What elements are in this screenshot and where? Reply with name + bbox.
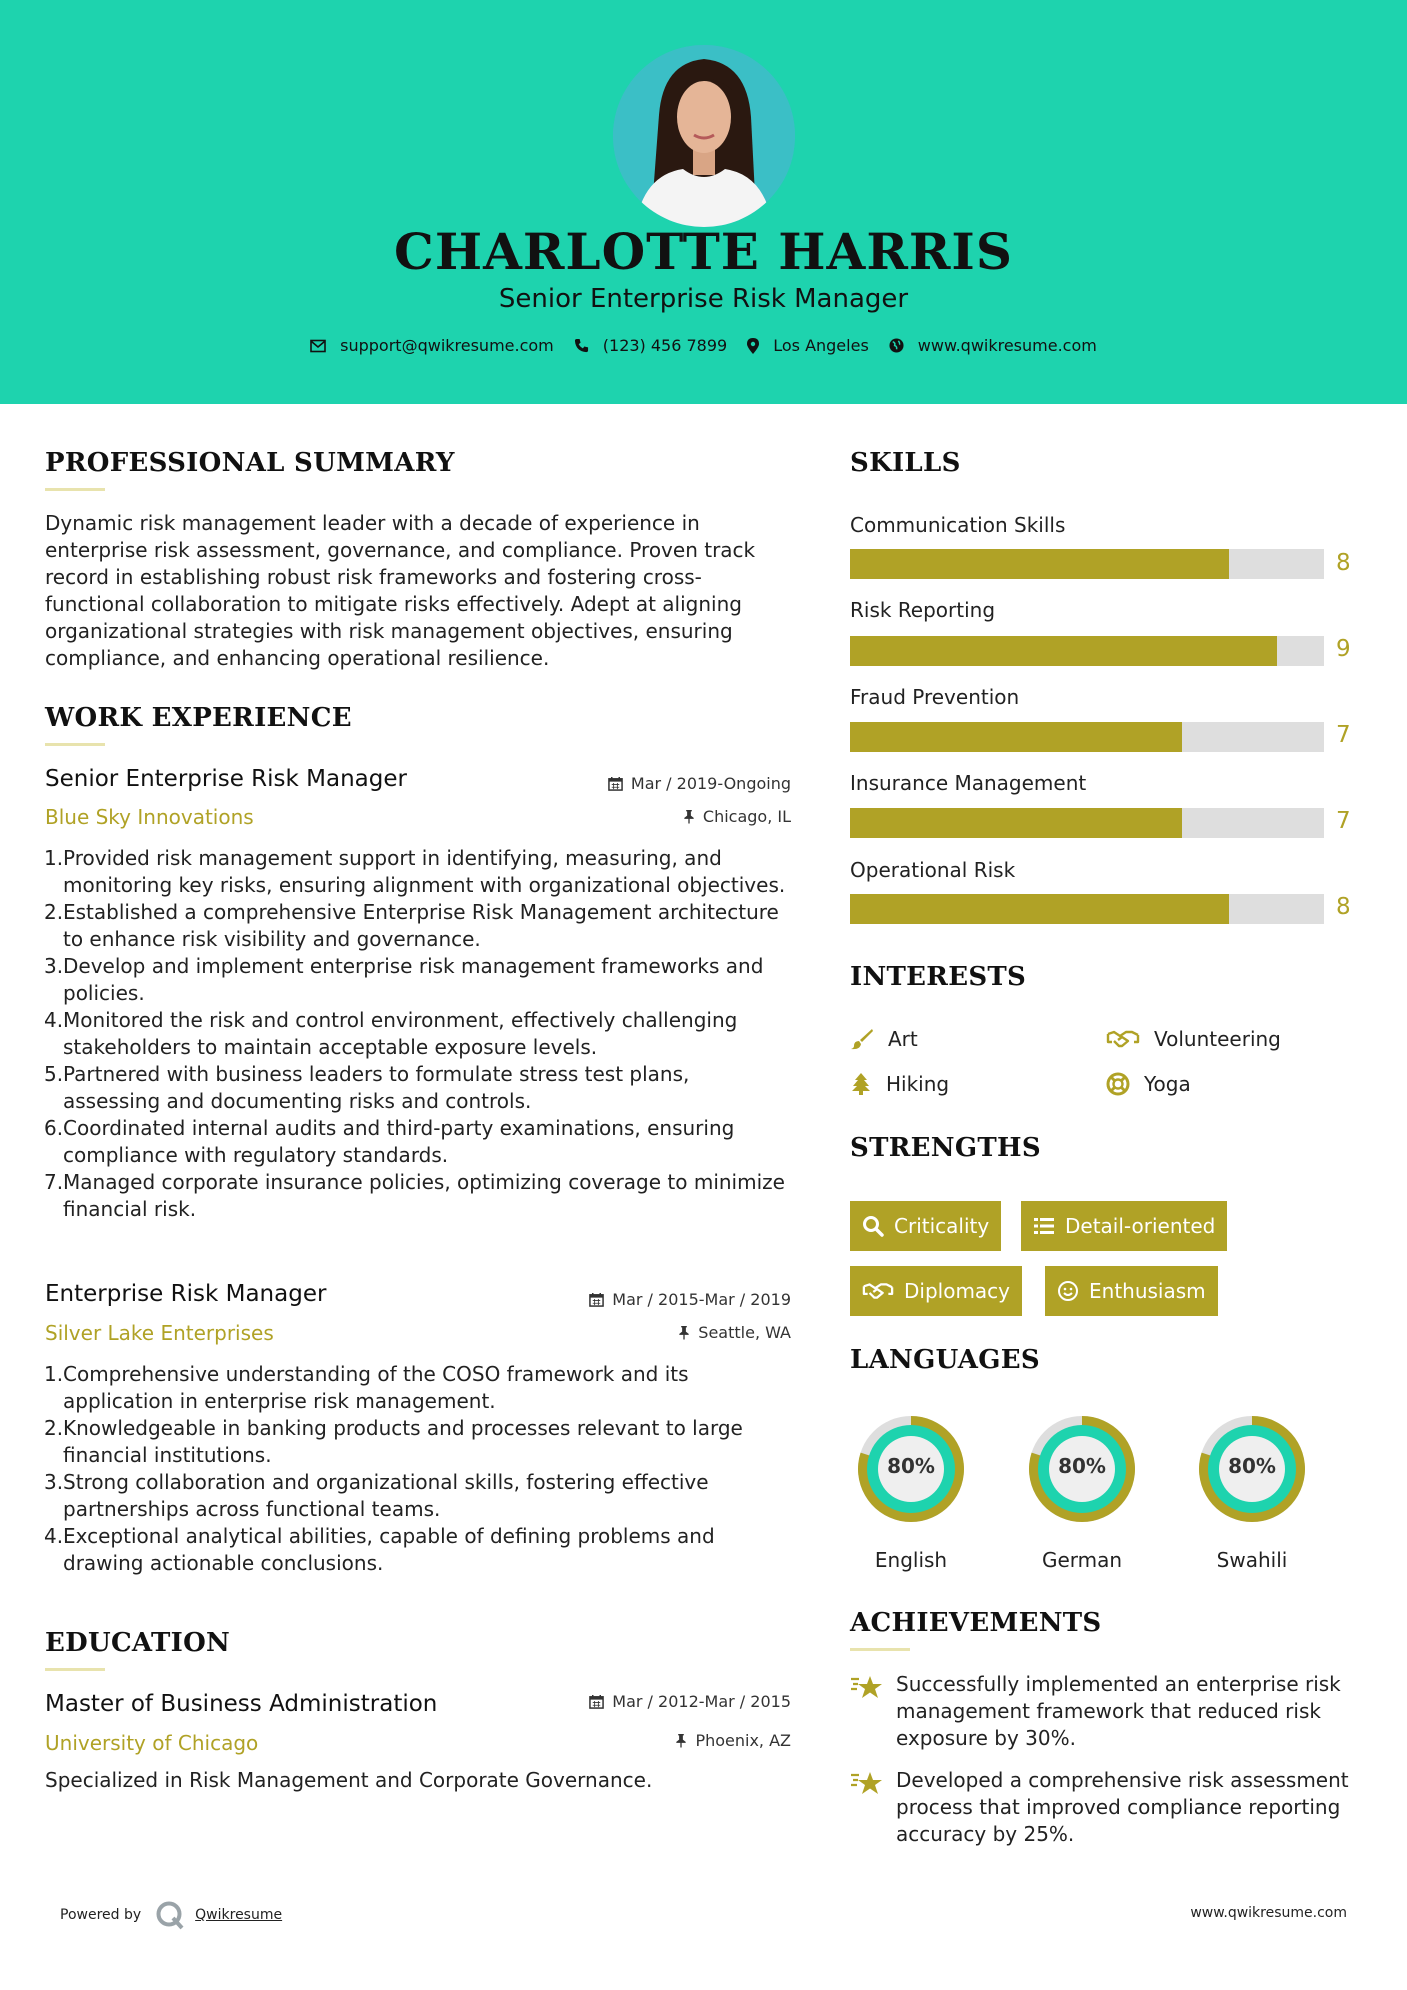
interests-heading: INTERESTS <box>850 962 1027 992</box>
job-location-text: Chicago, IL <box>702 807 791 826</box>
list-item: 2. Established a comprehensive Enterprise Risk Management architecture to enhance risk visibility and governance. <box>44 900 779 951</box>
bullet-text: Established a comprehensive Enterprise Risk Management architecture to enhance risk visibility and governance. <box>63 900 779 951</box>
bullet-text: Managed corporate insurance policies, optimizing coverage to minimize financial risk. <box>63 1170 785 1221</box>
language-name: English <box>874 1548 948 1572</box>
interest-art <box>850 1027 918 1051</box>
skill-bar-fill <box>850 636 1277 666</box>
qwikresume-logo-icon <box>155 1900 185 1930</box>
achievement-item <box>850 1767 1370 1848</box>
education-location <box>540 1731 791 1750</box>
job-location-text: Seattle, WA <box>698 1323 791 1342</box>
strengths-heading: STRENGTHS <box>850 1133 1041 1163</box>
education-underline <box>45 1668 105 1671</box>
job-dates-text: Mar / 2019-Ongoing <box>630 774 791 793</box>
search-icon <box>862 1215 884 1237</box>
language-name: Swahili <box>1216 1548 1288 1572</box>
education-location-text: Phoenix, AZ <box>695 1731 791 1750</box>
skill-label: Fraud Prevention <box>850 685 1020 709</box>
list-item: 7. Managed corporate insurance policies, optimizing coverage to minimize financial risk. <box>44 1170 785 1221</box>
list-item: 5. Partnered with business leaders to formulate stress test plans, assessing and documenting risks and controls. <box>44 1062 690 1113</box>
job-location <box>540 1323 791 1342</box>
skill-value: 8 <box>1336 550 1351 576</box>
achievements-underline <box>850 1648 910 1651</box>
skill-bar <box>850 636 1324 666</box>
bullet-text: Comprehensive understanding of the COSO framework and its application in enterprise risk management. <box>63 1362 689 1413</box>
summary-underline <box>45 488 105 491</box>
education-note: Specialized in Risk Management and Corporate Governance. <box>45 1768 653 1792</box>
job-dates <box>540 1290 791 1309</box>
skill-label: Communication Skills <box>850 513 1066 537</box>
strength-badge <box>1045 1266 1218 1316</box>
list-item: 2. Knowledgeable in banking products and processes relevant to large financial institutions. <box>44 1416 743 1467</box>
bullet-text: Monitored the risk and control environment, effectively challenging stakeholders to maintain acceptable exposure levels. <box>63 1008 738 1059</box>
list-item: 4. Monitored the risk and control environment, effectively challenging stakeholders to maintain acceptable exposure levels. <box>44 1008 738 1059</box>
job-bullets <box>45 845 790 1223</box>
skill-bar-fill <box>850 549 1229 579</box>
tree-icon <box>850 1072 872 1096</box>
bullet-text: Provided risk management support in identifying, measuring, and monitoring key risks, ensuring alignment with organizational objectives. <box>63 846 786 897</box>
education-heading: EDUCATION <box>45 1628 231 1658</box>
handshake-icon <box>862 1280 894 1302</box>
skill-value: 8 <box>1336 894 1351 920</box>
education-dates-text: Mar / 2012-Mar / 2015 <box>612 1692 791 1711</box>
phone-text: (123) 456 7899 <box>602 336 728 355</box>
list-icon <box>1033 1216 1055 1236</box>
skills-heading: SKILLS <box>850 448 961 478</box>
degree-title: Master of Business Administration <box>45 1691 438 1717</box>
footer-website[interactable]: www.qwikresume.com <box>1190 1905 1347 1921</box>
interest-label: Yoga <box>1144 1072 1191 1096</box>
bullet-text: Knowledgeable in banking products and processes relevant to large financial institutions. <box>63 1416 743 1467</box>
header-banner <box>0 0 1407 404</box>
language-item <box>850 1408 972 1572</box>
calendar-icon <box>589 1292 604 1307</box>
skill-bar-fill <box>850 808 1182 838</box>
list-item: 6. Coordinated internal audits and third-party examinations, ensuring compliance with regulatory standards. <box>44 1116 735 1167</box>
contact-location <box>747 336 869 355</box>
skill-label: Operational Risk <box>850 858 1016 882</box>
interest-label: Art <box>888 1027 918 1051</box>
job-company: Blue Sky Innovations <box>45 805 254 829</box>
skill-bar-fill <box>850 722 1182 752</box>
email-text: support@qwikresume.com <box>340 336 554 355</box>
job-title: Enterprise Risk Manager <box>45 1281 327 1307</box>
interest-label: Hiking <box>886 1072 950 1096</box>
calendar-icon <box>608 776 623 791</box>
map-marker-icon <box>747 338 759 354</box>
languages-heading: LANGUAGES <box>850 1345 1040 1375</box>
achievement-text: Developed a comprehensive risk assessment process that improved compliance reporting accuracy by 25%. <box>896 1768 1349 1846</box>
strength-label: Enthusiasm <box>1089 1279 1206 1303</box>
job-dates <box>540 774 791 793</box>
smile-icon <box>1057 1280 1079 1302</box>
language-percent: 80% <box>1058 1454 1106 1478</box>
skill-bar-fill <box>850 894 1229 924</box>
paintbrush-icon <box>850 1028 874 1050</box>
language-name: German <box>1041 1548 1123 1572</box>
strength-badge <box>1021 1201 1227 1251</box>
bullet-text: Partnered with business leaders to formulate stress test plans, assessing and documenting risks and controls. <box>63 1062 690 1113</box>
list-item: 1. Comprehensive understanding of the COSO framework and its application in enterprise risk management. <box>44 1362 689 1413</box>
bullet-text: Develop and implement enterprise risk management frameworks and policies. <box>63 954 764 1005</box>
achievement-item <box>850 1671 1370 1752</box>
profile-photo <box>613 45 795 227</box>
achievements-heading: ACHIEVEMENTS <box>850 1608 1102 1638</box>
education-dates <box>540 1692 791 1711</box>
skill-bar <box>850 722 1324 752</box>
footer-powered-by <box>60 1900 282 1930</box>
skill-value: 7 <box>1336 722 1351 748</box>
skill-label: Risk Reporting <box>850 598 996 622</box>
skill-bar <box>850 808 1324 838</box>
achievement-text: Successfully implemented an enterprise risk management framework that reduced risk exposure by 30%. <box>896 1672 1341 1750</box>
experience-heading: WORK EXPERIENCE <box>45 703 352 733</box>
list-item: 1. Provided risk management support in identifying, measuring, and monitoring key risks, ensuring alignment with organizational objectives. <box>44 846 786 897</box>
skill-bar <box>850 549 1324 579</box>
bullet-text: Exceptional analytical abilities, capable of defining problems and drawing actionable conclusions. <box>63 1524 715 1575</box>
job-bullets <box>45 1361 790 1577</box>
strength-label: Diplomacy <box>904 1279 1011 1303</box>
bullet-text: Strong collaboration and organizational skills, fostering effective partnerships across functional teams. <box>63 1470 709 1521</box>
interest-volunteering <box>1106 1027 1281 1051</box>
globe-icon <box>889 338 904 353</box>
list-item: 3. Develop and implement enterprise risk management frameworks and policies. <box>44 954 764 1005</box>
job-company: Silver Lake Enterprises <box>45 1321 274 1345</box>
experience-underline <box>45 743 105 746</box>
website-text: www.qwikresume.com <box>917 336 1097 355</box>
pushpin-icon <box>675 1733 687 1748</box>
pushpin-icon <box>683 809 695 824</box>
brand-link[interactable]: Qwikresume <box>195 1907 283 1923</box>
location-text: Los Angeles <box>773 336 869 355</box>
strength-badge <box>850 1201 1001 1251</box>
star-award-icon <box>850 1769 884 1797</box>
school-name: University of Chicago <box>45 1731 259 1755</box>
skill-bar <box>850 894 1324 924</box>
list-item: 3. Strong collaboration and organizational skills, fostering effective partnerships across functional teams. <box>44 1470 709 1521</box>
contact-website[interactable] <box>889 336 1097 355</box>
job-location <box>540 807 791 826</box>
summary-heading: PROFESSIONAL SUMMARY <box>45 448 455 478</box>
candidate-role: Senior Enterprise Risk Manager <box>498 284 909 314</box>
contact-bar <box>0 336 1407 355</box>
interest-label: Volunteering <box>1154 1027 1281 1051</box>
skill-value: 7 <box>1336 808 1351 834</box>
envelope-icon <box>310 339 326 353</box>
handshake-icon <box>1106 1028 1140 1050</box>
strength-badge <box>850 1266 1022 1316</box>
contact-email[interactable] <box>310 336 554 355</box>
summary-text: Dynamic risk management leader with a decade of experience in enterprise risk assessment, governance, and compliance. Proven track record in establishing robust risk frameworks and fostering cross-functional collaboration to mitigate risks effectively. Adept at aligning organizational strategies with risk management objectives, ensuring compliance, and enhancing operational resilience. <box>45 511 756 670</box>
language-item <box>1191 1408 1313 1572</box>
skill-value: 9 <box>1336 636 1351 662</box>
contact-phone[interactable] <box>574 336 727 355</box>
bullet-text: Coordinated internal audits and third-party examinations, ensuring compliance with regulatory standards. <box>63 1116 735 1167</box>
job-title: Senior Enterprise Risk Manager <box>45 766 407 792</box>
list-item: 4. Exceptional analytical abilities, capable of defining problems and drawing actionable conclusions. <box>44 1524 715 1575</box>
phone-icon <box>574 338 589 353</box>
language-percent: 80% <box>887 1454 935 1478</box>
pushpin-icon <box>678 1325 690 1340</box>
job-dates-text: Mar / 2015-Mar / 2019 <box>612 1290 791 1309</box>
strength-label: Criticality <box>894 1214 990 1238</box>
language-percent: 80% <box>1228 1454 1276 1478</box>
language-item <box>1021 1408 1143 1572</box>
interest-yoga <box>1106 1072 1191 1096</box>
skill-label: Insurance Management <box>850 771 1087 795</box>
life-ring-icon <box>1106 1072 1130 1096</box>
candidate-name: CHARLOTTE HARRIS <box>394 222 1013 281</box>
interest-hiking <box>850 1072 949 1096</box>
star-award-icon <box>850 1673 884 1701</box>
calendar-icon <box>589 1694 604 1709</box>
powered-by-text: Powered by <box>60 1907 142 1923</box>
profile-portrait-image <box>613 45 795 227</box>
strength-label: Detail-oriented <box>1065 1214 1216 1238</box>
